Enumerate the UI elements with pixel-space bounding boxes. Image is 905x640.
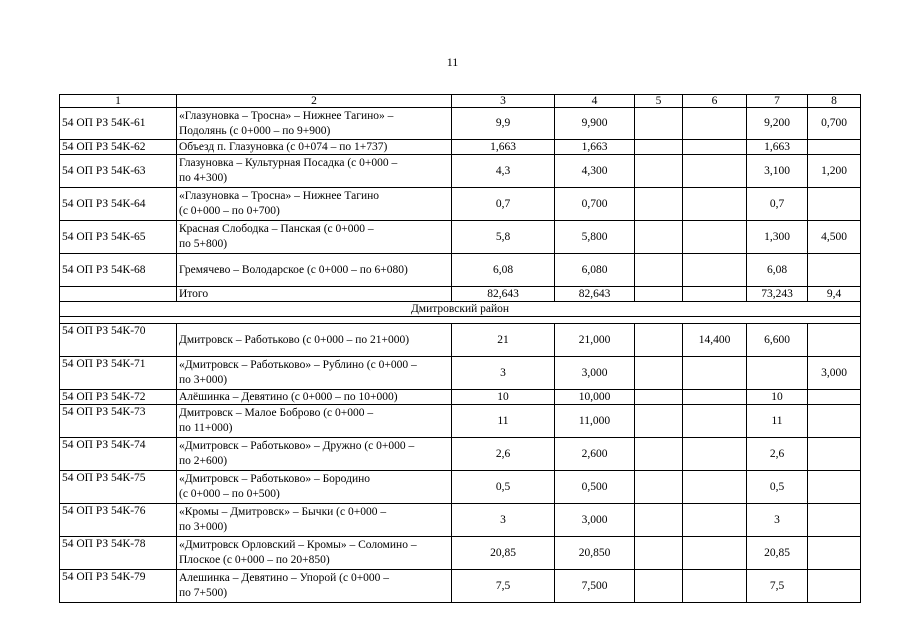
road-name-cell: «Глазуновка – Тросна» – Нижнее Тагино (с 0+000 – по 0+700) xyxy=(177,188,452,221)
value-cell xyxy=(635,140,683,155)
value-cell xyxy=(808,188,861,221)
value-cell xyxy=(808,438,861,471)
value-cell: 1,200 xyxy=(808,155,861,188)
column-header: 8 xyxy=(808,95,861,108)
road-name-cell: «Дмитровск – Работьково» – Дружно (с 0+000 – по 2+600) xyxy=(177,438,452,471)
value-cell xyxy=(808,254,861,287)
column-header: 7 xyxy=(747,95,808,108)
value-cell: 10,000 xyxy=(555,390,635,405)
value-cell xyxy=(635,221,683,254)
value-cell: 0,700 xyxy=(808,108,861,140)
road-code-cell: 54 ОП РЗ 54К-64 xyxy=(60,188,177,221)
value-cell: 3,100 xyxy=(747,155,808,188)
section-title: Дмитровский район xyxy=(60,302,861,317)
value-cell: 5,8 xyxy=(452,221,555,254)
road-code-cell xyxy=(60,287,177,302)
road-code-cell: 54 ОП РЗ 54К-76 xyxy=(60,504,177,537)
road-name-cell: «Глазуновка – Тросна» – Нижнее Тагино» – Подолянь (с 0+000 – по 9+900) xyxy=(177,108,452,140)
value-cell xyxy=(635,537,683,570)
value-cell: 20,85 xyxy=(452,537,555,570)
value-cell: 73,243 xyxy=(747,287,808,302)
value-cell xyxy=(683,504,747,537)
value-cell: 4,3 xyxy=(452,155,555,188)
page-number: 11 xyxy=(446,55,459,69)
value-cell xyxy=(635,390,683,405)
value-cell xyxy=(635,254,683,287)
value-cell xyxy=(635,471,683,504)
value-cell: 6,08 xyxy=(452,254,555,287)
value-cell xyxy=(808,570,861,603)
value-cell: 0,500 xyxy=(555,471,635,504)
value-cell: 1,663 xyxy=(747,140,808,155)
value-cell: 3 xyxy=(452,504,555,537)
column-header: 2 xyxy=(177,95,452,108)
value-cell: 10 xyxy=(747,390,808,405)
value-cell xyxy=(635,324,683,357)
value-cell: 7,5 xyxy=(452,570,555,603)
table-row xyxy=(60,357,861,390)
road-code-cell: 54 ОП РЗ 54К-75 xyxy=(60,471,177,504)
value-cell xyxy=(808,537,861,570)
value-cell: 0,700 xyxy=(555,188,635,221)
section-gap xyxy=(60,317,861,324)
road-name-cell: Итого xyxy=(177,287,452,302)
value-cell: 3 xyxy=(452,357,555,390)
table-row xyxy=(60,108,861,140)
roads-table xyxy=(59,94,861,603)
value-cell: 3,000 xyxy=(555,504,635,537)
value-cell: 11,000 xyxy=(555,405,635,438)
value-cell: 6,080 xyxy=(555,254,635,287)
value-cell: 4,500 xyxy=(808,221,861,254)
value-cell xyxy=(683,471,747,504)
road-name-cell: Гремячево – Володарское (с 0+000 – по 6+080) xyxy=(177,254,452,287)
value-cell xyxy=(683,188,747,221)
value-cell: 2,600 xyxy=(555,438,635,471)
column-header: 4 xyxy=(555,95,635,108)
value-cell xyxy=(683,155,747,188)
value-cell xyxy=(683,438,747,471)
value-cell xyxy=(635,357,683,390)
value-cell: 9,200 xyxy=(747,108,808,140)
value-cell xyxy=(683,405,747,438)
value-cell xyxy=(683,287,747,302)
value-cell: 7,500 xyxy=(555,570,635,603)
value-cell: 3,000 xyxy=(555,357,635,390)
value-cell xyxy=(808,471,861,504)
value-cell: 3 xyxy=(747,504,808,537)
value-cell: 82,643 xyxy=(452,287,555,302)
value-cell: 5,800 xyxy=(555,221,635,254)
value-cell xyxy=(808,405,861,438)
table-row xyxy=(60,504,861,537)
value-cell: 10 xyxy=(452,390,555,405)
road-name-cell: Объезд п. Глазуновка (с 0+074 – по 1+737) xyxy=(177,140,452,155)
value-cell: 21 xyxy=(452,324,555,357)
value-cell: 11 xyxy=(747,405,808,438)
value-cell xyxy=(683,570,747,603)
value-cell: 4,300 xyxy=(555,155,635,188)
value-cell: 3,000 xyxy=(808,357,861,390)
value-cell xyxy=(683,140,747,155)
value-cell: 6,08 xyxy=(747,254,808,287)
road-code-cell: 54 ОП РЗ 54К-74 xyxy=(60,438,177,471)
value-cell xyxy=(635,287,683,302)
value-cell xyxy=(683,108,747,140)
value-cell: 2,6 xyxy=(747,438,808,471)
value-cell: 20,850 xyxy=(555,537,635,570)
value-cell: 82,643 xyxy=(555,287,635,302)
table-row xyxy=(60,221,861,254)
table-row xyxy=(60,438,861,471)
road-name-cell: «Дмитровск Орловский – Кромы» – Соломино – Плоское (с 0+000 – по 20+850) xyxy=(177,537,452,570)
value-cell xyxy=(683,221,747,254)
road-code-cell: 54 ОП РЗ 54К-63 xyxy=(60,155,177,188)
value-cell xyxy=(635,188,683,221)
value-cell: 11 xyxy=(452,405,555,438)
road-code-cell: 54 ОП РЗ 54К-73 xyxy=(60,405,177,438)
value-cell xyxy=(808,504,861,537)
value-cell xyxy=(635,155,683,188)
gap-cell xyxy=(60,317,861,324)
road-code-cell: 54 ОП РЗ 54К-62 xyxy=(60,140,177,155)
value-cell: 20,85 xyxy=(747,537,808,570)
value-cell: 0,5 xyxy=(747,471,808,504)
road-name-cell: «Дмитровск – Работьково» – Рублино (с 0+000 – по 3+000) xyxy=(177,357,452,390)
road-name-cell: Дмитровск – Малое Боброво (с 0+000 – по 11+000) xyxy=(177,405,452,438)
value-cell xyxy=(635,570,683,603)
value-cell: 9,4 xyxy=(808,287,861,302)
value-cell xyxy=(635,504,683,537)
value-cell: 0,7 xyxy=(452,188,555,221)
table-row xyxy=(60,188,861,221)
road-code-cell: 54 ОП РЗ 54К-68 xyxy=(60,254,177,287)
road-code-cell: 54 ОП РЗ 54К-72 xyxy=(60,390,177,405)
column-header: 1 xyxy=(60,95,177,108)
table-row xyxy=(60,471,861,504)
value-cell: 21,000 xyxy=(555,324,635,357)
value-cell: 9,900 xyxy=(555,108,635,140)
road-name-cell: Алешинка – Девятино – Упорой (с 0+000 – по 7+500) xyxy=(177,570,452,603)
value-cell xyxy=(747,357,808,390)
value-cell xyxy=(808,140,861,155)
value-cell: 0,7 xyxy=(747,188,808,221)
road-name-cell: «Кромы – Дмитровск» – Бычки (с 0+000 – по 3+000) xyxy=(177,504,452,537)
road-code-cell: 54 ОП РЗ 54К-79 xyxy=(60,570,177,603)
value-cell xyxy=(635,405,683,438)
table-row xyxy=(60,390,861,405)
table-row xyxy=(60,254,861,287)
column-header: 6 xyxy=(683,95,747,108)
road-code-cell: 54 ОП РЗ 54К-71 xyxy=(60,357,177,390)
section-header-row xyxy=(60,302,861,317)
table-row xyxy=(60,155,861,188)
road-name-cell: Глазуновка – Культурная Посадка (с 0+000 – по 4+300) xyxy=(177,155,452,188)
value-cell xyxy=(635,438,683,471)
value-cell: 2,6 xyxy=(452,438,555,471)
road-code-cell: 54 ОП РЗ 54К-65 xyxy=(60,221,177,254)
value-cell: 9,9 xyxy=(452,108,555,140)
value-cell: 14,400 xyxy=(683,324,747,357)
value-cell: 1,300 xyxy=(747,221,808,254)
value-cell: 6,600 xyxy=(747,324,808,357)
value-cell xyxy=(683,390,747,405)
value-cell xyxy=(683,537,747,570)
column-number-header-row xyxy=(60,95,861,108)
value-cell xyxy=(635,108,683,140)
column-header: 5 xyxy=(635,95,683,108)
road-name-cell: Дмитровск – Работьково (с 0+000 – по 21+000) xyxy=(177,324,452,357)
value-cell xyxy=(808,390,861,405)
value-cell: 1,663 xyxy=(452,140,555,155)
column-header: 3 xyxy=(452,95,555,108)
road-name-cell: Красная Слободка – Панская (с 0+000 – по 5+800) xyxy=(177,221,452,254)
road-name-cell: Алёшинка – Девятино (с 0+000 – по 10+000) xyxy=(177,390,452,405)
value-cell: 0,5 xyxy=(452,471,555,504)
value-cell: 1,663 xyxy=(555,140,635,155)
table-row xyxy=(60,405,861,438)
value-cell xyxy=(683,254,747,287)
table-row xyxy=(60,140,861,155)
value-cell xyxy=(683,357,747,390)
road-name-cell: «Дмитровск – Работьково» – Бородино (с 0+000 – по 0+500) xyxy=(177,471,452,504)
table-row xyxy=(60,570,861,603)
road-code-cell: 54 ОП РЗ 54К-70 xyxy=(60,324,177,357)
road-code-cell: 54 ОП РЗ 54К-61 xyxy=(60,108,177,140)
value-cell: 7,5 xyxy=(747,570,808,603)
table-row xyxy=(60,324,861,357)
table-row xyxy=(60,287,861,302)
table-row xyxy=(60,537,861,570)
value-cell xyxy=(808,324,861,357)
road-code-cell: 54 ОП РЗ 54К-78 xyxy=(60,537,177,570)
